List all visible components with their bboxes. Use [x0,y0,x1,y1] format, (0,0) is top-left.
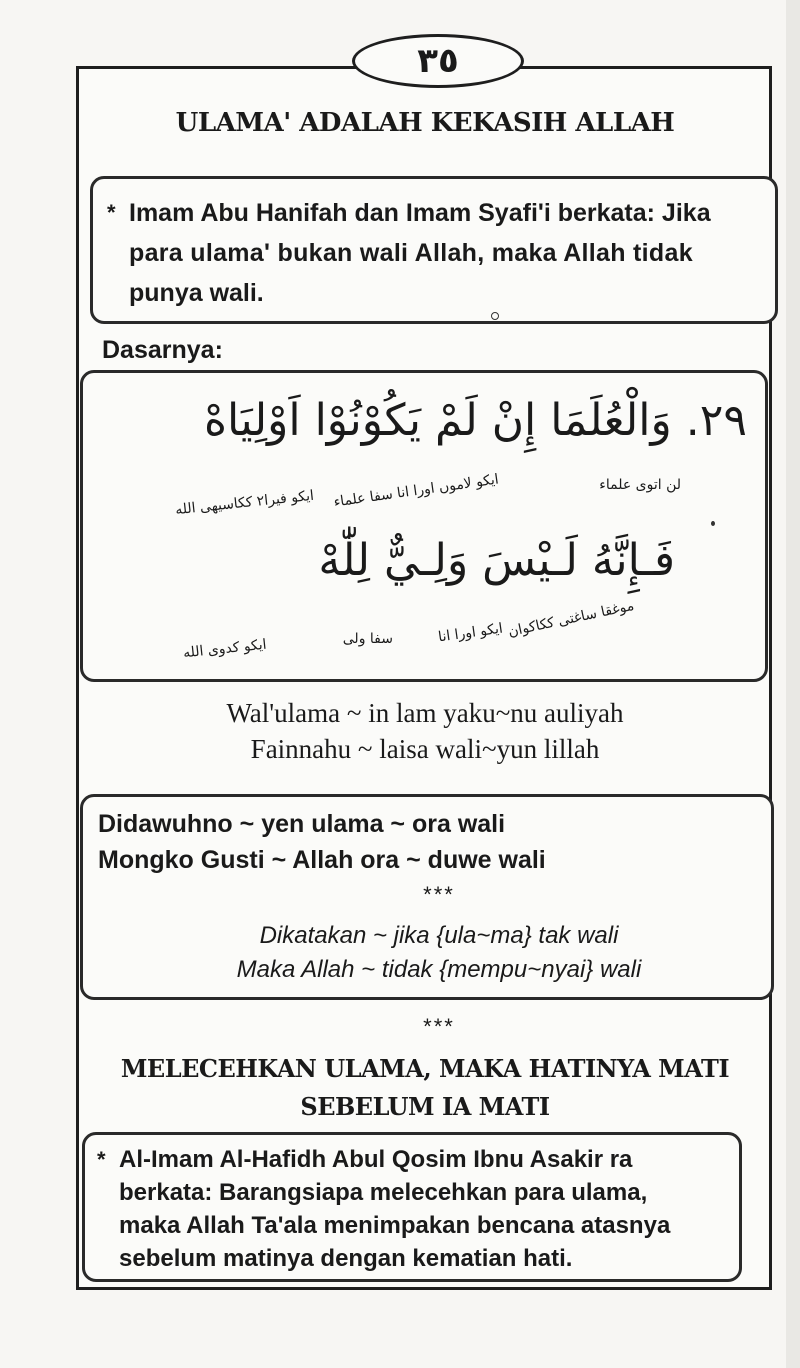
arabic-verse-line-1: ٢٩. وَالْعُلَمَا إِنْ لَمْ يَكُوْنُوْا اَوْلِيَاهْ [203,395,747,446]
javanese-line-1: Didawuhno ~ yen ulama ~ ora wali [98,810,506,838]
quote-1-line-1: Imam Abu Hanifah dan Imam Syafi'i berkata: Jika [129,199,711,227]
arabic-gloss-1a: لن اتوى علماء [599,477,681,493]
adjacent-page-edge [786,0,800,1368]
stray-mark [491,312,499,320]
arabic-gloss-1c: ايكو فيرا٢ ككاسيهى الله [174,487,315,519]
quote-box-1 [90,176,778,324]
page-title: ULAMA' ADALAH KEKASIH ALLAH [175,108,675,138]
indonesian-line-2: Maka Allah ~ tidak {mempu~nyai} wali [236,956,642,983]
frame-top-line-right [520,66,772,69]
arabic-gloss-1b: ايكو لاموں اورا انا سفا علماء [332,471,500,511]
frame-top-line-left [76,66,358,69]
quote-2-line-2: berkata: Barangsiapa melecehkan para ulama, [119,1179,648,1206]
javanese-line-2: Mongko Gusti ~ Allah ora ~ duwe wali [98,846,546,874]
page-number: ٣٥ [352,34,524,88]
section-2-title-line-1: MELECEHKAN ULAMA, MAKA HATINYA MATI [120,1054,730,1083]
quote-2-line-3: maka Allah Ta'ala menimpakan bencana atasnya [119,1212,671,1239]
arabic-verse-line-2: فَـإِنَّهُ لَـيْسَ وَلِـيٌّ لِلّٰهْ [318,535,675,586]
transliteration-line-2: Fainnahu ~ laisa wali~yun lillah [250,734,600,764]
indonesian-line-1: Dikatakan ~ jika {ula~ma} tak wali [259,922,619,949]
arabic-gloss-2c: سفا ولى [342,631,393,647]
quote-1-text [107,193,755,313]
arabic-gloss-2b: ايكو اورا انا [437,620,504,646]
dasarnya-label: Dasarnya: [102,336,223,364]
quote-2-line-4: sebelum matinya dengan kematian hati. [119,1245,573,1272]
bullet-icon: * [97,1147,106,1172]
arabic-verse-box [80,370,768,682]
translation-separator: *** [423,882,455,907]
bullet-icon: * [107,200,116,225]
quote-1-line-3: punya wali. [129,279,264,307]
quote-box-2 [82,1132,742,1282]
quote-1-line-2: para ulama' bukan wali Allah, maka Allah tidak [129,239,693,267]
ink-mark [711,521,715,526]
quote-2-text [97,1143,727,1275]
section-2-title-line-2: SEBELUM IA MATI [300,1092,550,1121]
quote-2-line-1: Al-Imam Al-Hafidh Abul Qosim Ibnu Asakir ra [119,1146,633,1173]
arabic-gloss-2d: ايكو كدوى الله [182,636,268,662]
arabic-gloss-2a: موغقا ساغتى ككاكوان [506,597,636,641]
transliteration-line-1: Wal'ulama ~ in lam yaku~nu auliyah [226,698,624,728]
section-separator: *** [423,1014,455,1039]
